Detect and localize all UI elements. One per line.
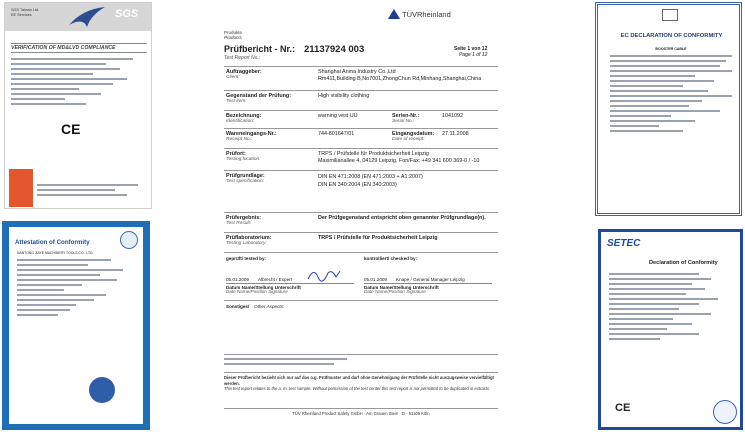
lab-label: Prüflaboratorium:	[226, 235, 272, 241]
sgs-certificate	[4, 2, 152, 209]
identification-label: Bezeichnung:	[226, 113, 262, 119]
receipt-date-label-en: Date of receipt:	[392, 137, 425, 142]
receipt-label: Wareneingangs-Nr.:	[226, 131, 277, 137]
page-de: Seite 1 von 12	[454, 46, 488, 52]
receipt-label-en: Receipt No.:	[226, 137, 253, 142]
setec-seal-icon	[713, 400, 737, 424]
other-aspects	[224, 300, 498, 353]
row-receipt	[224, 128, 498, 147]
lab-value: TRPS / Prüfstelle für Produktsicherheit Leipzig	[318, 235, 438, 241]
tested-name: Albrecht / Expert	[258, 277, 292, 282]
tested-by-label: geprüft/ tested by:	[226, 256, 267, 261]
attestation-page	[9, 227, 143, 424]
spec-value: DIN EN 471:2008 (EN 471:2003 + A1:2007) DIN EN 340:2004 (EN 340:2003)	[318, 174, 423, 188]
report-label-en: Test Report No.:	[224, 55, 261, 61]
ec-declaration	[595, 2, 742, 216]
receipt-date-value: 27.11.2008	[442, 131, 469, 137]
serial-label-en: Serial No.:	[392, 119, 415, 124]
tested-date: 05.01.2009	[226, 277, 249, 282]
report-notice	[224, 372, 498, 392]
attestation-applicant: NANTONG JIAYE MACHINERY TOOLS CO., LTD.	[17, 251, 94, 255]
sig-columns-en-2: Date Name/Position Signature	[364, 289, 426, 294]
sig-columns-en: Date Name/Position Signature	[226, 289, 288, 294]
sgs-footer	[37, 181, 149, 199]
spec-label: Prüfgrundlage:	[226, 173, 265, 179]
checked-date: 05.01.2009	[364, 277, 387, 282]
notice-de: Dieser Prüfbericht bezieht sich nur auf das o.g. Prüfmuster und darf ohne Genehmigung der Prüfstelle nicht auszugsweise vervielfältigt werden.	[224, 375, 494, 386]
products-de: Produkte	[224, 30, 243, 35]
ec-product: BOOSTER CABLE	[655, 47, 687, 51]
sgs-address	[11, 8, 39, 17]
result-label-en: Test Result:	[226, 221, 252, 226]
other-label: Sonstiges/	[226, 304, 250, 309]
sgs-company: SGS Taiwan Ltd.	[11, 8, 40, 12]
report-label: Prüfbericht - Nr.:	[224, 44, 296, 54]
sig-columns-2: Datum Name/Stellung Unterschrift	[364, 283, 492, 290]
page-en: Page 1 of 12	[459, 52, 488, 58]
sgs-red-stamp	[9, 169, 33, 207]
setec-title: Declaration of Conformity	[649, 260, 718, 266]
receipt-value: 744-801647/01	[318, 131, 355, 137]
test-item-label: Gegenstand der Prüfung:	[226, 93, 291, 99]
notice-en: This test report relates to the a. m. test sample. Without permission of the test center this test report is not permitted to be duplicated in extracts.	[224, 386, 491, 391]
client-label: Auftraggeber:	[226, 69, 262, 75]
sgs-title: VERIFICATION OF MD&LVD COMPLIANCE	[11, 43, 147, 53]
tested-signature	[306, 265, 342, 283]
abbreviations	[224, 354, 498, 371]
tuv-triangle-icon	[388, 9, 400, 19]
sgs-dept: EE Services	[11, 12, 32, 17]
other-label-en: Other Aspects:	[254, 304, 285, 309]
ec-title: EC DECLARATION OF CONFORMITY	[620, 33, 723, 39]
receipt-date-label: Eingangsdatum:	[392, 131, 435, 137]
page-count	[454, 46, 487, 58]
row-identification	[224, 110, 498, 129]
result-value: Der Prüfgegenstand entspricht oben genannter Prüfgrundlage(n).	[318, 215, 486, 221]
report-footer: TÜV Rheinland Product Safety GmbH · Am Grauen Stein · D - 51105 Köln	[224, 408, 498, 417]
serial-value: 1041092	[442, 113, 463, 119]
attestation-title: Attestation of Conformity	[15, 239, 90, 246]
setec-logo: SETEC	[607, 238, 641, 249]
client-value: Shanghai Anma Industry Co.,Ltd Rm411,Building B,No7001,ZhongChun Rd,Minhang,Shanghai,China	[318, 69, 482, 82]
serial-label: Serien-Nr.:	[392, 113, 420, 119]
tuv-brand: TÜVRheinland	[402, 10, 451, 19]
attestation-seal-icon	[120, 231, 138, 249]
attestation-certificate	[2, 221, 150, 430]
sgs-body	[11, 55, 147, 108]
row-test-result	[224, 212, 498, 231]
setec-declaration	[598, 229, 743, 430]
ec-body	[610, 47, 732, 135]
identification-value: warning vest UU	[318, 113, 358, 119]
row-client	[224, 66, 498, 91]
client-label-en: Client:	[226, 75, 240, 80]
row-testing-lab	[224, 232, 498, 251]
sgs-logo: SGS	[115, 8, 139, 20]
location-label: Prüfort:	[226, 151, 246, 157]
location-label-en: Testing location:	[226, 157, 261, 162]
row-test-location	[224, 148, 498, 171]
spec-label-en: Test specification:	[226, 179, 264, 184]
ec-seal-icon	[662, 9, 678, 21]
products-en: Products	[224, 35, 242, 40]
setec-ce-mark: CE	[615, 402, 631, 414]
sgs-header	[5, 3, 151, 31]
attestation-body	[17, 251, 135, 319]
test-item-label-en: Test item:	[226, 99, 247, 104]
sgs-bird-icon	[65, 5, 109, 29]
result-label: Prüfergebnis:	[226, 215, 262, 221]
checked-name: Knape / General Manager Leipzig	[396, 277, 465, 282]
tuv-seal-icon	[89, 377, 115, 403]
tuv-test-report	[208, 2, 510, 430]
location-value: TRPS / Prüfstelle für Produktsicherheit Leipzig Maximilianallee 4, 04129 Leipzig, Fon/Fax: +49 341 600 369-0 / -10	[318, 151, 480, 164]
checked-by-label: kontrolliert/ checked by:	[364, 256, 418, 261]
test-item-value: High visibility clothing	[318, 93, 370, 99]
row-test-item	[224, 90, 498, 109]
signature-block	[224, 252, 498, 299]
identification-label-en: Identification:	[226, 119, 255, 124]
ce-mark: CE	[61, 121, 81, 137]
report-number: 21137924 003	[304, 44, 365, 55]
products-heading	[224, 30, 242, 40]
setec-body	[609, 270, 737, 343]
row-test-spec	[224, 170, 498, 211]
lab-label-en: Testing Laboratory:	[226, 241, 267, 246]
sig-columns: Datum Name/Stellung Unterschrift	[226, 283, 354, 290]
